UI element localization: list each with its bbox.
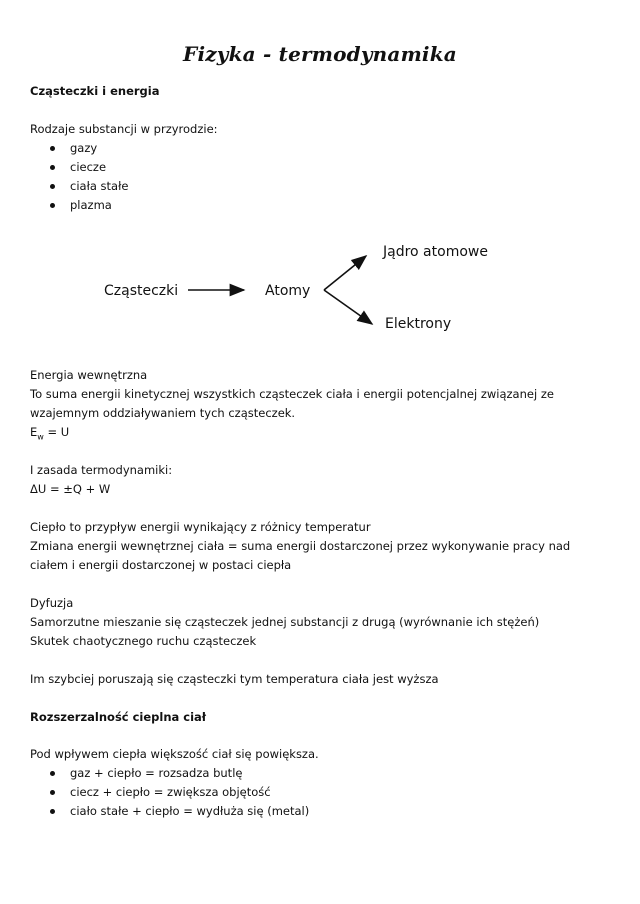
energy-heading: Energia wewnętrzna <box>30 368 148 382</box>
list-item: ciało stałe + ciepło = wydłuża się (metal) <box>30 802 309 821</box>
diffusion-cause: Skutek chaotycznego ruchu cząsteczek <box>30 634 257 648</box>
substances-intro: Rodzaje substancji w przyrodzie: <box>30 122 218 136</box>
section-heading-particles: Cząsteczki i energia <box>30 84 160 98</box>
list-item: ciała stałe <box>30 177 128 196</box>
list-item: ciecz + ciepło = zwiększa objętość <box>30 783 309 802</box>
substances-list <box>30 139 128 215</box>
bullet-icon <box>50 165 55 170</box>
diagram-node-particles: Cząsteczki <box>104 283 179 299</box>
bullet-icon <box>50 809 55 814</box>
diffusion-heading: Dyfuzja <box>30 596 74 610</box>
bullet-icon <box>50 203 55 208</box>
temperature-note: Im szybciej poruszają się cząsteczki tym temperatura ciała jest wyższa <box>30 672 439 686</box>
list-item: gaz + ciepło = rozsadza butlę <box>30 764 309 783</box>
section-heading-expansion: Rozszerzalność cieplna ciał <box>30 710 207 724</box>
bullet-icon <box>50 790 55 795</box>
internal-energy-change: Zmiana energii wewnętrznej ciała = suma energii dostarczonej przez wykonywanie pracy nad ciałem i energii dostarczonej w postaci ciepła <box>30 539 571 572</box>
list-item: plazma <box>30 196 128 215</box>
heat-definition: Ciepło to przypływ energii wynikający z różnicy temperatur <box>30 520 371 534</box>
expansion-list <box>30 764 309 821</box>
arrow-icon <box>324 290 372 324</box>
diffusion-definition: Samorzutne mieszanie się cząsteczek jednej substancji z drugą (wyrównanie ich stężeń) <box>30 615 540 629</box>
diagram-node-nucleus: Jądro atomowe <box>383 244 488 260</box>
page-title: Fizyka - termodynamika <box>183 42 457 66</box>
bullet-icon <box>50 146 55 151</box>
energy-formula: $E_w = U$ <box>30 425 70 442</box>
diagram-node-atoms: Atomy <box>265 283 311 299</box>
particle-structure-diagram <box>0 230 640 340</box>
list-item: gazy <box>30 139 128 158</box>
diagram-node-electrons: Elektrony <box>385 316 452 332</box>
list-item: ciecze <box>30 158 128 177</box>
first-law-heading: I zasada termodynamiki: <box>30 463 173 477</box>
bullet-icon <box>50 184 55 189</box>
arrow-icon <box>324 256 366 290</box>
first-law-formula: ΔU = ±Q + W <box>30 482 111 496</box>
bullet-icon <box>50 771 55 776</box>
energy-definition: To suma energii kinetycznej wszystkich cząsteczek ciała i energii potencjalnej związanej ze wzajemnym oddziaływaniem tych cząsteczek. <box>30 387 554 420</box>
expansion-intro: Pod wpływem ciepła większość ciał się powiększa. <box>30 747 319 761</box>
